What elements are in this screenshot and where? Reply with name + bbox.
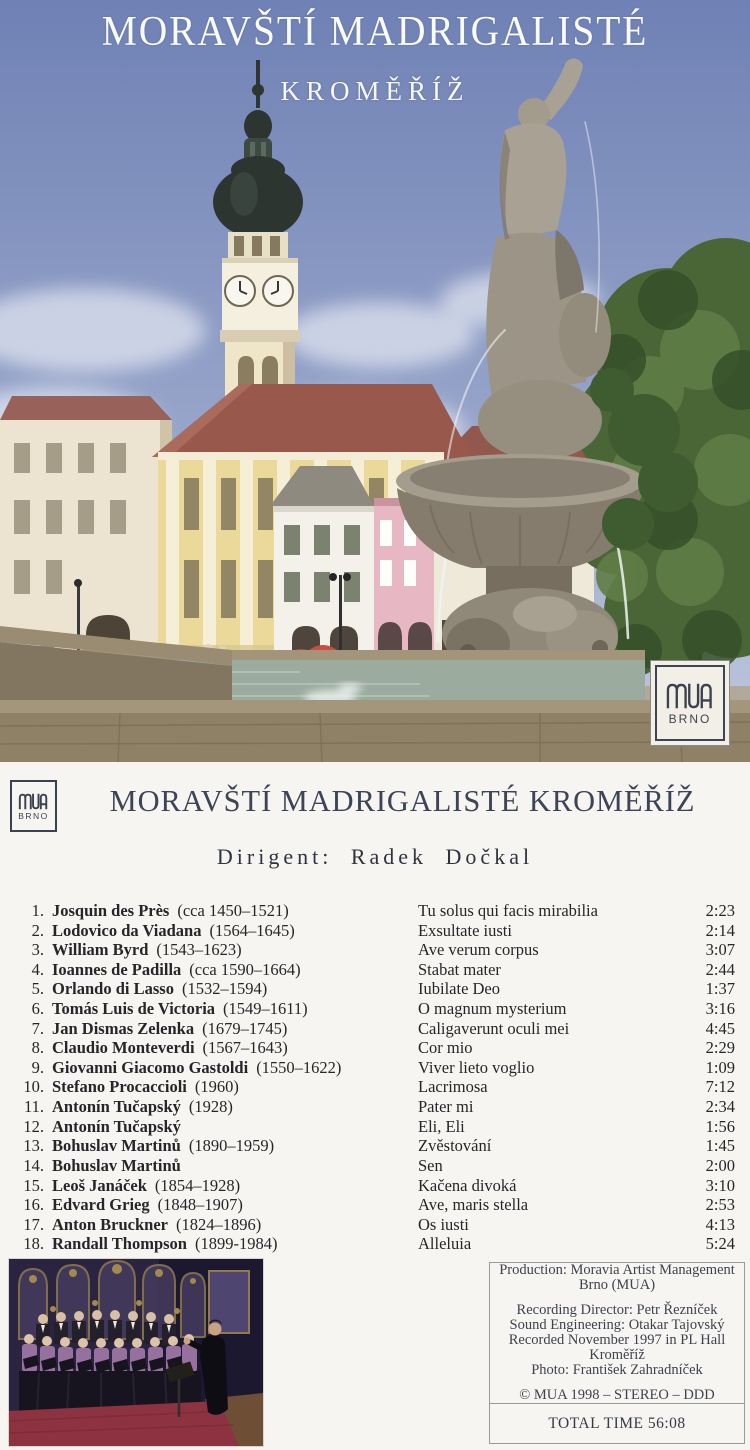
track-dates: (1549–1611)	[223, 999, 308, 1019]
track-time: 1:09	[705, 1057, 735, 1077]
track-composer: Randall Thompson	[52, 1234, 187, 1254]
track-time: 3:16	[705, 999, 735, 1019]
track-row	[14, 960, 735, 980]
track-composer: Leoš Janáček	[52, 1175, 147, 1195]
conductor-line: Dirigent: Radek Dočkal	[216, 844, 534, 869]
track-dates: (1824–1896)	[175, 1214, 262, 1234]
track-number: 1.	[31, 901, 44, 920]
track-composer: William Byrd	[52, 940, 149, 960]
track-composer: Lodovico da Viadana	[52, 920, 202, 940]
total-time: TOTAL TIME 56:08	[548, 1414, 686, 1432]
track-title: Caligaverunt oculi mei	[418, 1018, 570, 1038]
track-title: Zvěstování	[418, 1136, 492, 1156]
track-row	[14, 1058, 735, 1078]
track-number: 18.	[23, 1234, 44, 1254]
track-composer: Bohuslav Martinů	[52, 1155, 181, 1175]
credit-production-line2: Brno (MUA)	[578, 1277, 656, 1294]
track-title: Alleluia	[418, 1234, 472, 1254]
logo-brno-label: BRNO	[668, 711, 712, 726]
track-composer: Antonín Tučapský	[52, 1116, 181, 1136]
credit-production-line1: Production: Moravia Artist Management	[499, 1262, 735, 1278]
track-time: 4:13	[705, 1214, 735, 1234]
track-time: 7:12	[705, 1077, 735, 1097]
track-row	[14, 1077, 735, 1097]
track-title: Viver lieto voglio	[418, 1057, 535, 1077]
track-row	[14, 1156, 735, 1176]
track-number: 15.	[23, 1175, 44, 1195]
track-time: 1:45	[705, 1136, 735, 1156]
track-row	[14, 1038, 735, 1058]
track-title: Tu solus qui facis mirabilia	[418, 901, 598, 920]
track-composer: Giovanni Giacomo Gastoldi	[52, 1057, 249, 1077]
track-number: 17.	[23, 1214, 44, 1234]
track-row	[14, 1019, 735, 1039]
track-time: 1:56	[705, 1116, 735, 1136]
credit-sound-engineering: Sound Engineering: Otakar Tajovský	[509, 1316, 725, 1333]
track-number: 9.	[31, 1057, 44, 1077]
track-composer: Anton Bruckner	[52, 1214, 168, 1234]
track-title: Os iusti	[418, 1214, 469, 1234]
credit-photo: Photo: František Zahradníček	[531, 1362, 703, 1379]
track-dates: (cca 1590–1664)	[189, 959, 301, 979]
track-title: Stabat mater	[418, 959, 501, 979]
track-title: Sen	[418, 1155, 443, 1175]
track-row	[14, 999, 735, 1019]
track-time: 2:00	[705, 1155, 735, 1175]
track-composer: Edvard Grieg	[52, 1195, 150, 1215]
track-composer: Stefano Procaccioli	[52, 1077, 187, 1097]
track-title: Cor mio	[418, 1038, 473, 1058]
track-time: 2:34	[705, 1097, 735, 1117]
track-composer: Claudio Monteverdi	[52, 1038, 195, 1058]
choir-photo-illustration	[9, 1259, 263, 1446]
track-row	[14, 1195, 735, 1215]
track-composer: Josquin des Près	[52, 901, 170, 920]
track-number: 4.	[31, 959, 44, 979]
cover-title: MORAVŠTÍ MADRIGALISTÉ	[101, 9, 649, 55]
track-title: Ave, maris stella	[418, 1195, 529, 1215]
track-row	[14, 1117, 735, 1137]
track-title: Exsultate iusti	[418, 920, 512, 940]
track-title: O magnum mysterium	[418, 999, 567, 1019]
mua-logo-frame	[655, 665, 725, 741]
credit-recorded-line2: Kroměříž	[589, 1347, 645, 1364]
track-title: Pater mi	[418, 1097, 474, 1117]
track-dates: (1564–1645)	[209, 920, 295, 940]
track-row	[14, 1176, 735, 1196]
track-row	[14, 1097, 735, 1117]
track-time: 2:14	[705, 920, 735, 940]
mua-monogram-icon	[18, 792, 49, 811]
track-number: 16.	[23, 1195, 44, 1215]
track-row	[14, 921, 735, 941]
track-time: 2:44	[705, 959, 735, 979]
track-number: 2.	[31, 920, 44, 940]
track-number: 6.	[31, 999, 44, 1019]
track-time: 2:23	[705, 901, 735, 920]
track-dates: (1854–1928)	[154, 1175, 241, 1195]
track-number: 11.	[23, 1097, 44, 1117]
track-composer: Bohuslav Martinů	[52, 1136, 181, 1156]
track-row	[14, 979, 735, 999]
track-time: 3:10	[705, 1175, 735, 1195]
track-composer: Antonín Tučapský	[52, 1097, 181, 1117]
track-number: 13.	[23, 1136, 44, 1156]
track-title: Iubilate Deo	[418, 979, 501, 999]
track-row	[14, 1234, 735, 1254]
track-row	[14, 901, 735, 921]
track-number: 3.	[31, 940, 44, 960]
cover-subtitle: KROMĚŘÍŽ	[280, 76, 470, 106]
track-dates: (1899-1984)	[194, 1234, 278, 1254]
mua-monogram-icon	[665, 681, 715, 711]
credits-box	[489, 1262, 745, 1444]
track-dates: (1550–1622)	[256, 1057, 342, 1077]
track-number: 10.	[23, 1077, 44, 1097]
track-dates: (1532–1594)	[181, 979, 268, 999]
track-dates: (1543–1623)	[156, 940, 242, 960]
track-number: 12.	[23, 1116, 44, 1136]
track-composer: Ioannes de Padilla	[52, 959, 182, 979]
track-time: 2:29	[705, 1038, 735, 1058]
track-dates: (1960)	[194, 1077, 239, 1097]
track-composer: Tomás Luis de Victoria	[52, 999, 216, 1019]
track-composer: Orlando di Lasso	[52, 979, 174, 999]
track-dates: (1848–1907)	[157, 1195, 243, 1215]
credit-recorded-line1: Recorded November 1997 in PL Hall	[508, 1332, 726, 1348]
track-title: Ave verum corpus	[418, 940, 539, 960]
track-list	[14, 901, 735, 1254]
track-composer: Jan Dismas Zelenka	[52, 1018, 195, 1038]
track-number: 14.	[23, 1155, 44, 1175]
track-title: Eli, Eli	[418, 1116, 465, 1136]
track-time: 3:07	[705, 940, 735, 960]
credit-recording-director: Recording Director: Petr Řezníček	[516, 1301, 718, 1318]
mua-logo-header	[10, 780, 57, 832]
track-dates: (1928)	[188, 1097, 233, 1117]
track-number: 7.	[31, 1018, 44, 1038]
track-time: 2:53	[705, 1195, 735, 1215]
track-number: 8.	[31, 1038, 44, 1058]
track-row	[14, 1215, 735, 1235]
album-title: MORAVŠTÍ MADRIGALISTÉ KROMĚŘÍŽ	[109, 783, 696, 818]
track-time: 1:37	[705, 979, 735, 999]
logo-brno-label: BRNO	[18, 810, 49, 821]
copyright-line: © MUA 1998 – STEREO – DDD	[519, 1386, 715, 1403]
track-dates: (cca 1450–1521)	[177, 901, 289, 920]
track-title: Kačena divoká	[418, 1175, 517, 1195]
track-time: 4:45	[705, 1018, 735, 1038]
credits-text	[490, 1263, 744, 1404]
mua-logo-photo	[650, 660, 730, 746]
track-row	[14, 940, 735, 960]
track-number: 5.	[31, 979, 44, 999]
track-dates: (1567–1643)	[202, 1038, 288, 1058]
track-dates: (1890–1959)	[188, 1136, 275, 1156]
track-row	[14, 1136, 735, 1156]
track-dates: (1679–1745)	[202, 1018, 288, 1038]
track-time: 5:24	[705, 1234, 735, 1254]
track-title: Lacrimosa	[418, 1077, 488, 1097]
choir-photo	[8, 1258, 264, 1447]
